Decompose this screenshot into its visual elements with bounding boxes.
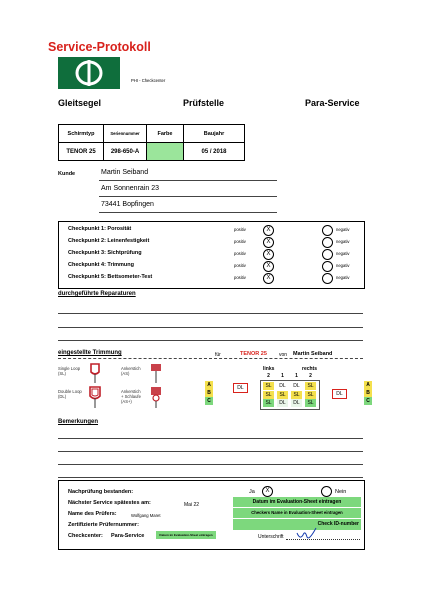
ja-checkbox[interactable]: X bbox=[262, 486, 273, 497]
table-header: Seriennummer bbox=[104, 125, 147, 143]
checkpoint-negativ-checkbox[interactable] bbox=[322, 273, 333, 284]
customer-name: Martin Seiband bbox=[101, 169, 149, 176]
remarks-heading: Bemerkungen bbox=[58, 419, 99, 425]
trim-dl-right: DL bbox=[332, 389, 347, 399]
table-header: Schirmtyp bbox=[59, 125, 104, 143]
trimming-model: TENOR 25 bbox=[240, 351, 267, 357]
nein-checkbox[interactable] bbox=[321, 486, 332, 497]
customer-city: 73441 Bopfingen bbox=[101, 201, 154, 208]
anker-as-label: Ankerstich (AS) bbox=[121, 366, 141, 376]
trimming-von: von bbox=[279, 352, 288, 358]
anker-asplus-icon bbox=[148, 385, 164, 409]
trim-row-letter-left: C bbox=[205, 397, 213, 405]
checkpoint-positiv-checkbox[interactable]: X bbox=[263, 261, 274, 272]
header-para-service: Para-Service bbox=[305, 98, 360, 108]
remarks-line bbox=[58, 477, 363, 478]
trimming-heading: eingestellte Trimmung bbox=[58, 350, 122, 356]
double-loop-icon bbox=[87, 385, 103, 409]
single-loop-icon bbox=[87, 362, 103, 384]
trim-cell: DL bbox=[291, 399, 302, 407]
header-pruefstelle: Prüfstelle bbox=[183, 98, 225, 108]
remarks-line bbox=[58, 438, 363, 439]
trim-dl-left: DL bbox=[233, 383, 248, 393]
remarks-line bbox=[58, 451, 363, 452]
phi-logo bbox=[58, 57, 120, 89]
checkpoint-positiv-checkbox[interactable]: X bbox=[263, 237, 274, 248]
nachpruefung-label: Nachprüfung bestanden: bbox=[68, 489, 134, 495]
customer-line bbox=[99, 180, 277, 181]
trim-cell: DL bbox=[291, 382, 302, 390]
trim-rechts-label: rechts bbox=[302, 366, 318, 372]
checkpoint-label: Checkpunkt 5: Bettsometer-Test bbox=[68, 274, 153, 280]
green-date-field[interactable]: Datum im Evaluation-Sheet eintragen bbox=[233, 497, 361, 507]
checkcenter-caption: PHI - Checkcenter bbox=[131, 78, 166, 83]
green-checker-field[interactable]: Checkers Name in Evaluation-Sheet eintragen bbox=[233, 508, 361, 518]
remarks-line bbox=[58, 464, 363, 465]
checkpoint-negativ-label: negativ bbox=[336, 239, 350, 244]
trimming-fuer: für bbox=[215, 352, 221, 358]
checkpoint-positiv-checkbox[interactable]: X bbox=[263, 249, 274, 260]
trim-cell: SL bbox=[305, 399, 316, 407]
trim-cell: SL bbox=[263, 399, 274, 407]
customer-label: Kunde bbox=[58, 171, 76, 177]
trim-row-letter-right: C bbox=[364, 397, 372, 405]
anker-asplus-label: Ankerstich + Schlaufe (AS+) bbox=[121, 389, 141, 404]
customer-line bbox=[99, 212, 277, 213]
trim-links-label: links bbox=[263, 366, 275, 372]
checkpoint-label: Checkpunkt 4: Trimmung bbox=[68, 262, 135, 268]
trim-cell: SL bbox=[305, 382, 316, 390]
trim-col-number: 2 bbox=[267, 373, 270, 379]
check-id-text: Check ID-number bbox=[317, 521, 359, 527]
checkpoint-positiv-label: positiv bbox=[234, 263, 246, 268]
trimming-owner: Martin Seiband bbox=[293, 351, 333, 357]
zert-label: Zertifizierte Prüfernummer: bbox=[68, 522, 139, 528]
checkpoint-negativ-checkbox[interactable] bbox=[322, 225, 333, 236]
checkpoint-negativ-checkbox[interactable] bbox=[322, 237, 333, 248]
checkpoint-positiv-checkbox[interactable]: X bbox=[263, 273, 274, 284]
customer-line bbox=[99, 196, 277, 197]
table-header: Baujahr bbox=[184, 125, 245, 143]
anker-as-icon bbox=[148, 362, 164, 384]
table-cell-farbe bbox=[147, 143, 184, 161]
checkpoint-negativ-label: negativ bbox=[336, 251, 350, 256]
next-service-label: Nächster Service spätestes am: bbox=[68, 500, 151, 506]
trim-cell: SL bbox=[263, 391, 274, 399]
trim-cell: SL bbox=[263, 382, 274, 390]
unterschrift-label: Unterschrift bbox=[258, 534, 284, 540]
double-loop-label: Double Loop (DL) bbox=[58, 389, 82, 399]
trim-cell: DL bbox=[277, 399, 288, 407]
checkcenter-label: Checkcenter: bbox=[68, 533, 103, 539]
checkpoint-label: Checkpunkt 2: Leinenfestigkeit bbox=[68, 238, 150, 244]
checkpoint-positiv-label: positiv bbox=[234, 251, 246, 256]
table-cell-schirmtyp: TENOR 25 bbox=[59, 143, 104, 161]
trim-cell: DL bbox=[277, 382, 288, 390]
checkpoint-negativ-label: negativ bbox=[336, 263, 350, 268]
phi-icon bbox=[58, 57, 120, 89]
checkpoint-negativ-label: negativ bbox=[336, 227, 350, 232]
ja-label: Ja bbox=[249, 489, 255, 495]
checkcenter-value: Para-Service bbox=[111, 533, 145, 539]
checkpoint-negativ-checkbox[interactable] bbox=[322, 249, 333, 260]
nein-label: Nein bbox=[335, 489, 347, 495]
repairs-line bbox=[58, 313, 363, 314]
trim-cell: SL bbox=[277, 391, 288, 399]
trim-row-letter-left: A bbox=[205, 381, 213, 389]
checkpoint-label: Checkpunkt 1: Porosität bbox=[68, 226, 132, 232]
repairs-heading: durchgeführte Reparaturen bbox=[58, 291, 136, 297]
customer-street: Am Sonnenrain 23 bbox=[101, 185, 159, 192]
next-service-value: Mai 22 bbox=[184, 502, 200, 508]
checkpoint-negativ-label: negativ bbox=[336, 275, 350, 280]
checkpoint-label: Checkpunkt 3: Sichtprüfung bbox=[68, 250, 142, 256]
trim-col-number: 1 bbox=[281, 373, 284, 379]
trim-cell: SL bbox=[291, 391, 302, 399]
header-gleitsegel: Gleitsegel bbox=[58, 98, 102, 108]
green-small-field[interactable]: Datum im Evaluation-Sheet eintragen bbox=[156, 531, 216, 539]
table-header: Farbe bbox=[147, 125, 184, 143]
trimming-divider bbox=[58, 358, 363, 359]
glider-table bbox=[58, 124, 245, 161]
pruefer-label: Name des Prüfers: bbox=[68, 511, 117, 517]
trim-col-number: 2 bbox=[309, 373, 312, 379]
table-cell-baujahr: 05 / 2018 bbox=[184, 143, 245, 161]
signature-scribble bbox=[296, 526, 318, 542]
trim-cell: SL bbox=[305, 391, 316, 399]
repairs-line bbox=[58, 327, 363, 328]
checkpoint-positiv-checkbox[interactable]: X bbox=[263, 225, 274, 236]
checkpoint-positiv-label: positiv bbox=[234, 275, 246, 280]
checkpoint-negativ-checkbox[interactable] bbox=[322, 261, 333, 272]
trim-row-letter-left: B bbox=[205, 389, 213, 397]
checkpoint-positiv-label: positiv bbox=[234, 239, 246, 244]
single-loop-label: Single Loop (SL) bbox=[58, 366, 81, 376]
pruefer-value: Wolfgang Maret bbox=[131, 513, 161, 518]
trim-col-number: 1 bbox=[295, 373, 298, 379]
table-cell-seriennummer: 298-650-A bbox=[104, 143, 147, 161]
document-title: Service-Protokoll bbox=[48, 40, 151, 54]
checkpoint-positiv-label: positiv bbox=[234, 227, 246, 232]
repairs-line bbox=[58, 340, 363, 341]
trim-row-letter-right: A bbox=[364, 381, 372, 389]
trim-row-letter-right: B bbox=[364, 389, 372, 397]
